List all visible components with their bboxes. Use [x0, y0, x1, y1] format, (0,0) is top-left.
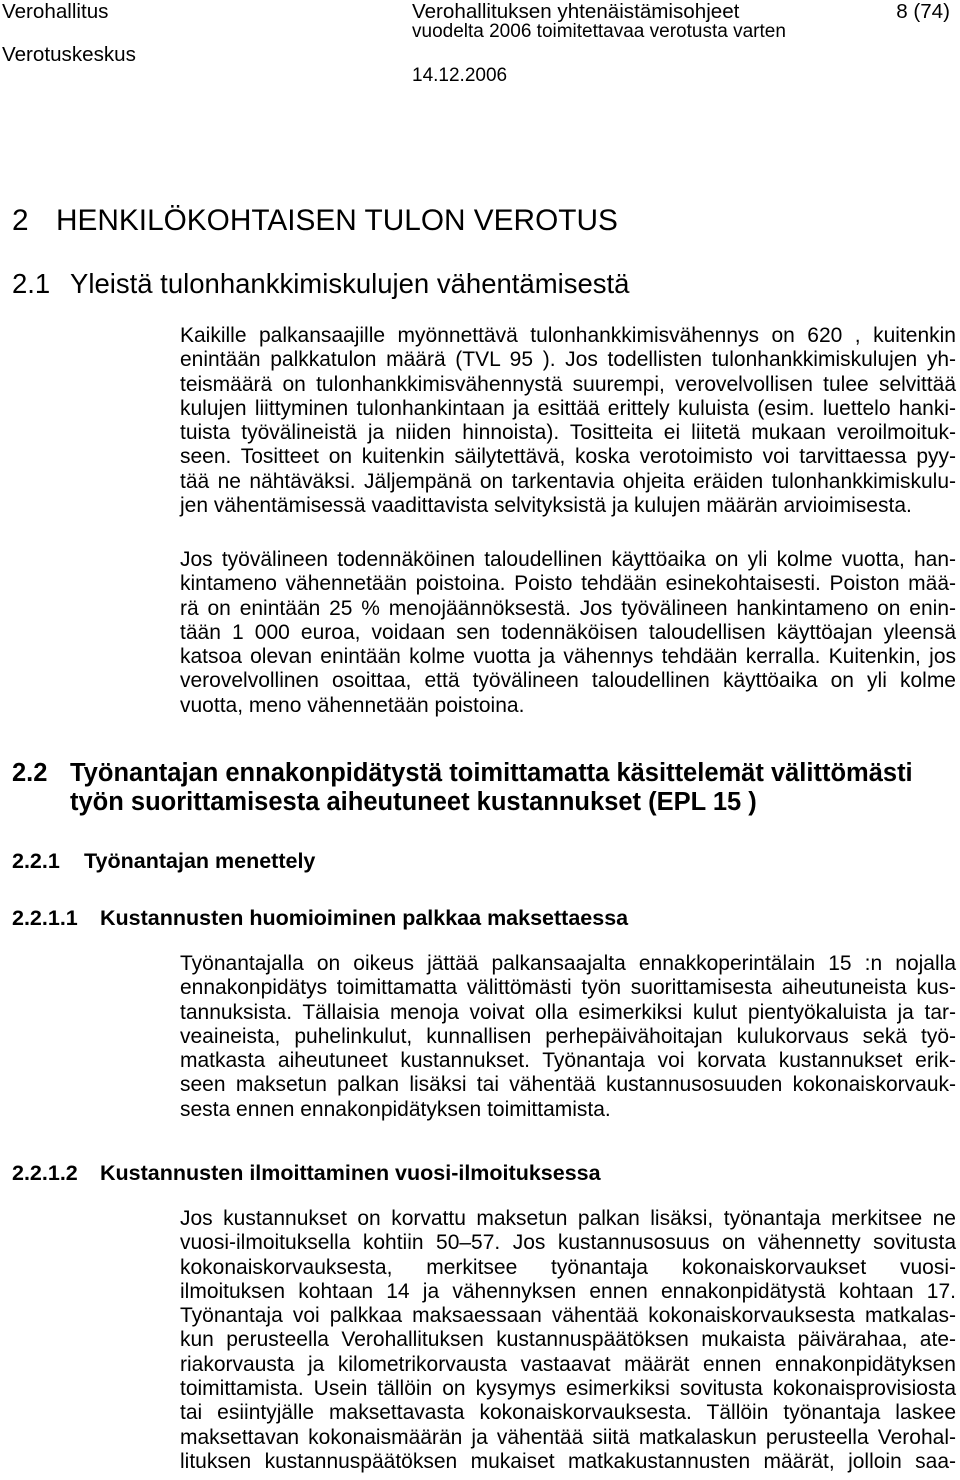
paragraph-line: riakorvausta ja kilometrikorvausta vastaavat määrät ennen ennakonpidätyksen	[180, 1352, 956, 1376]
paragraph-line: kulujen liittyminen tulonhankintaan ja esittää erittely kuluista (esim. luettelo hanki-	[180, 396, 956, 420]
paragraph-line: ennakonpidätys toimittamatta välittömästi työn suorittamisesta aiheutuneista kus-	[180, 976, 956, 1000]
subsection-title: Kustannusten huomioiminen palkkaa maksettaessa	[100, 906, 629, 930]
chapter-title: HENKILÖKOHTAISEN TULON VEROTUS	[56, 204, 618, 237]
paragraph-line: tannuksista. Tällaisia menoja voivat olla esimerkiksi kulut pientyökaluista ja tar-	[180, 1000, 956, 1024]
section-number: 2.1	[12, 268, 51, 299]
paragraph-line: kintameno vähennetään poistoina. Poisto tehdään esinekohtaisesti. Poiston mää-	[180, 572, 956, 596]
paragraph-line: vuosi-ilmoituksella kohtiin 50–57. Jos kustannusosuus on vähennetty sovitusta	[180, 1231, 956, 1255]
header-page-number: 8 (74)	[896, 0, 950, 23]
paragraph-line: Kaikille palkansaajille myönnettävä tulonhankkimisvähennys on 620 , kuitenkin	[180, 324, 956, 347]
header-org-name: Verohallitus	[2, 0, 109, 23]
paragraph-line: Työnantajalla on oikeus jättää palkansaajalta ennakkoperintälain 15 :n nojalla	[180, 952, 956, 975]
paragraph-line: verovelvollinen osoittaa, että työvälineen taloudellinen käyttöaika on yli kolme	[180, 669, 956, 693]
section-title-line: Työnantajan ennakonpidätystä toimittamatta käsittelemät välittömästi	[70, 759, 913, 787]
paragraph	[180, 1207, 956, 1474]
paragraph-line: rä on enintään 25 % menojäännöksestä. Jos työvälineen hankintameno on enin-	[180, 596, 956, 620]
paragraph-line: tään 1 000 euroa, voidaan sen todennäköisen taloudellisen käyttöajan yleensä	[180, 620, 956, 644]
paragraph-line: vuotta, meno vähennetään poistoina.	[180, 693, 525, 717]
header-unit-name: Verotuskeskus	[2, 43, 136, 66]
paragraph-line: teismäärä on tulonhankkimisvähennystä suurempi, verovelvollisen tulee selvittää	[180, 372, 956, 396]
paragraph	[180, 548, 956, 718]
chapter-number: 2	[12, 204, 29, 237]
paragraph-line: seen maksetun palkan lisäksi tai vähentää kustannusosuuden kokonaiskorvauk-	[180, 1073, 956, 1097]
paragraph-line: veaineista, puhelinkulut, kunnallisen perhepäivähoitajan kulukorvaus sekä työ-	[180, 1024, 956, 1048]
section-title-line: työn suorittamisesta aiheutuneet kustannukset (EPL 15 )	[70, 788, 757, 816]
section-title	[70, 759, 913, 817]
paragraph-line: Jos kustannukset on korvattu maksetun palkan lisäksi, työnantaja merkitsee ne	[180, 1207, 956, 1230]
section-title: Yleistä tulonhankkimiskulujen vähentämisestä	[70, 268, 630, 299]
paragraph-line: kokonaiskorvauksesta, merkitsee työnantaja kokonaiskorvaukset vuosi-	[180, 1255, 956, 1279]
paragraph-line: katsoa olevan enintään kolme vuotta ja vähennys tehdään kerralla. Kuitenkin, jos	[180, 645, 956, 669]
paragraph-line: seen. Tositteet on kuitenkin säilytettävä, koska verotoimisto voi tarvittaessa pyy-	[180, 445, 956, 469]
header-date: 14.12.2006	[412, 65, 508, 86]
paragraph-line: maksettavan kokonaismäärän ja vähentää siitä matkalaskun perusteella Verohal-	[180, 1425, 956, 1449]
subsection-number: 2.2.1.1	[12, 906, 78, 930]
subsection-title: Kustannusten ilmoittaminen vuosi-ilmoituksessa	[100, 1161, 601, 1185]
paragraph-line: enintään palkkatulon määrä (TVL 95 ). Jos todellisten tulonhankkimiskulujen yh-	[180, 348, 956, 372]
paragraph-line: ilmoituksen kohtaan 14 ja vähennyksen ennen ennakonpidätystä kohtaan 17.	[180, 1279, 956, 1303]
header-document-subtitle: vuodelta 2006 toimitettavaa verotusta varten	[412, 21, 786, 42]
paragraph	[180, 952, 956, 1122]
paragraph-line: Jos työvälineen todennäköinen taloudellinen käyttöaika on yli kolme vuotta, han-	[180, 548, 956, 571]
paragraph-line: jen vähentämisessä vaadittavista selvityksistä ja kulujen määrän arvioimisesta.	[180, 494, 912, 518]
subsection-number: 2.2.1	[12, 849, 60, 873]
paragraph-line: toimittamista. Usein tällöin on kysymys esimerkiksi sovitusta kokonaisprovisiosta	[180, 1377, 956, 1401]
paragraph-line: tuista työvälineistä ja niiden hinnoista). Tositteita ei liitetä mukaan veroilmoituk-	[180, 421, 956, 445]
paragraph-line: matkasta aiheutuneet kustannukset. Työnantaja voi korvata kustannukset erik-	[180, 1049, 956, 1073]
paragraph-line: lituksen kustannuspäätöksen mukaiset matkakustannusten määrät, jolloin saa-	[180, 1449, 956, 1473]
subsection-title: Työnantajan menettely	[84, 849, 316, 873]
paragraph-line: sesta ennen ennakonpidätyksen toimittamista.	[180, 1097, 611, 1121]
subsection-number: 2.2.1.2	[12, 1161, 78, 1185]
header-document-title: Verohallituksen yhtenäistämisohjeet	[412, 0, 740, 23]
paragraph	[180, 324, 956, 518]
paragraph-line: Työnantaja voi palkkaa maksaessaan vähentää kokonaiskorvauksesta matkalas-	[180, 1304, 956, 1328]
paragraph-line: kun perusteella Verohallituksen kustannuspäätöksen mukaista päivärahaa, ate-	[180, 1328, 956, 1352]
section-number: 2.2	[12, 759, 48, 787]
paragraph-line: tai esiintyjälle maksettavasta kokonaiskorvauksesta. Tällöin työnantaja laskee	[180, 1401, 956, 1425]
paragraph-line: tää ne nähtäväksi. Jäljempänä on tarkentavia ohjeita eräiden tulonhankkimiskulu-	[180, 469, 956, 493]
